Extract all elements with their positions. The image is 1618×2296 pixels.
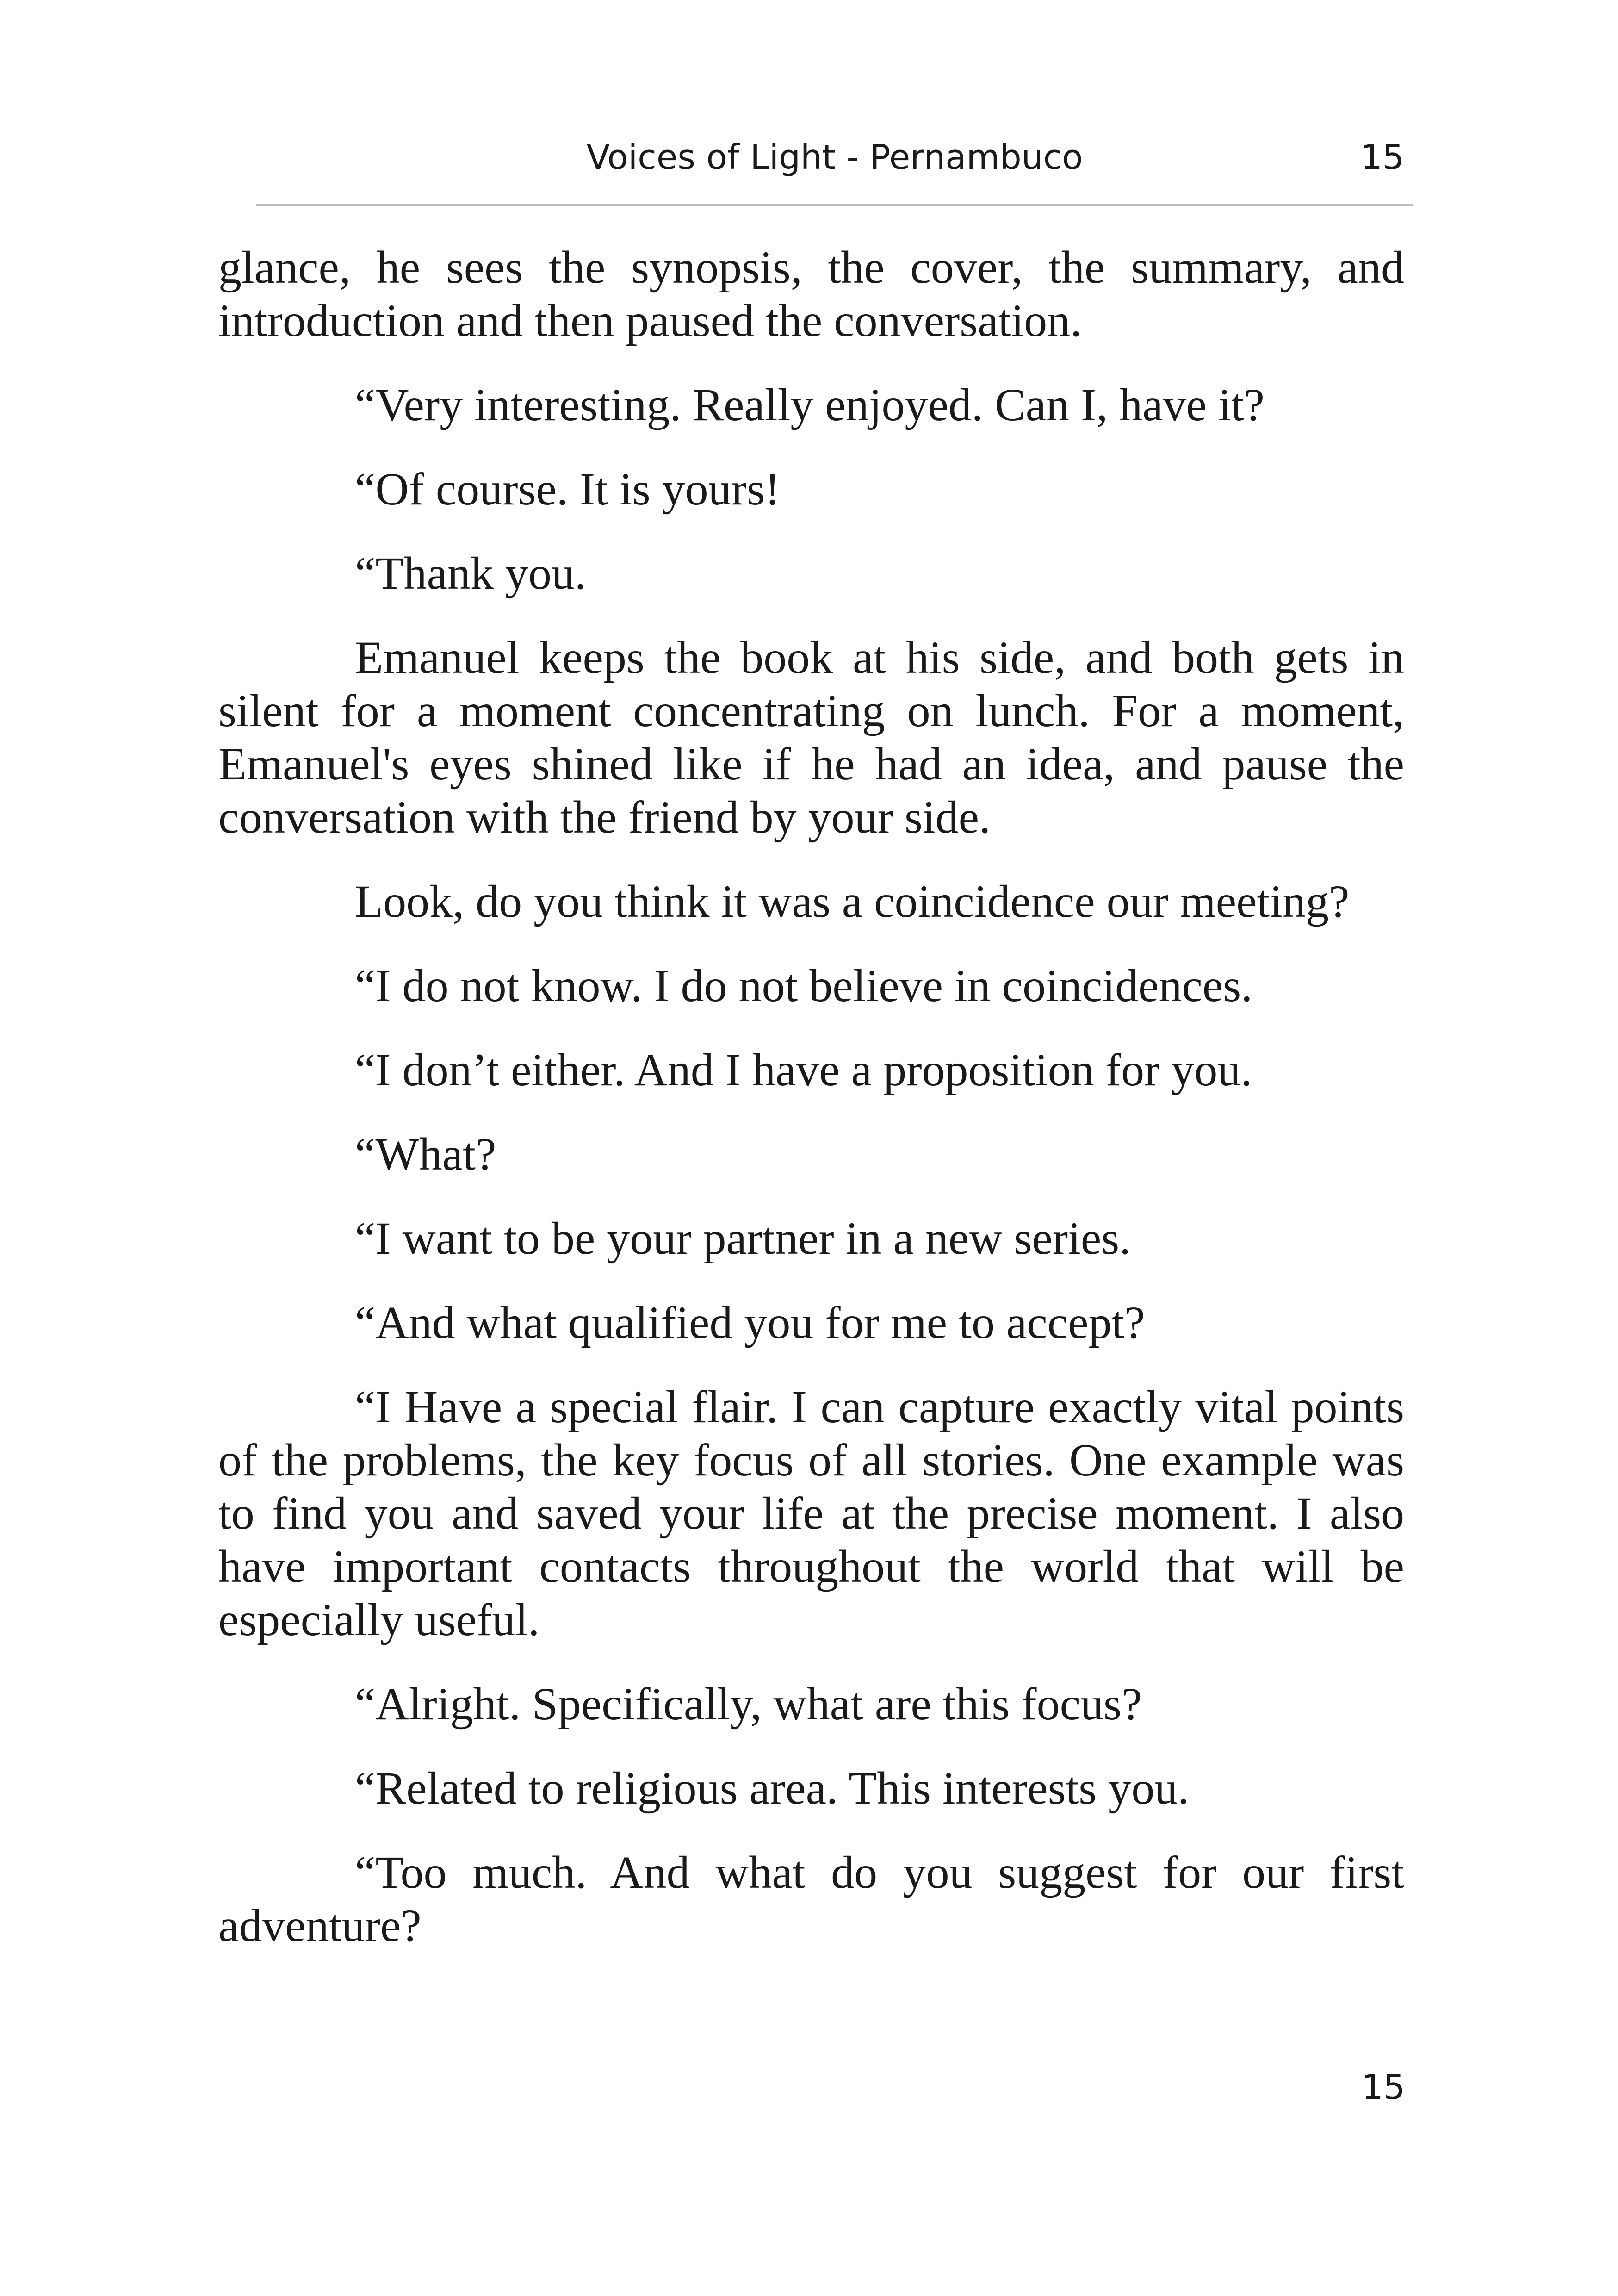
paragraph: “I want to be your partner in a new series. xyxy=(355,1213,1131,1264)
book-title: Voices of Light - Pernambuco xyxy=(586,137,1083,177)
header-page-number: 15 xyxy=(1360,137,1404,177)
paragraph: glance, he sees the synopsis, the cover, the summary, and introduction and then paused the conversation. xyxy=(218,242,1404,346)
paragraph: “Of course. It is yours! xyxy=(355,463,781,515)
page-body xyxy=(218,241,1404,1983)
running-header xyxy=(256,130,1413,206)
paragraph: “Related to religious area. This interests you. xyxy=(355,1762,1190,1814)
paragraph: “And what qualified you for me to accept? xyxy=(355,1297,1145,1348)
paragraph: Emanuel keeps the book at his side, and both gets in silent for a moment concentrating on lunch. For a moment, Emanuel's eyes shined like if he had an idea, and pause the conversation with the friend by your side. xyxy=(218,632,1404,843)
paragraph: “I Have a special flair. I can capture exactly vital points of the problems, the key focus of all stories. One example was to find you and saved your life at the precise moment. I also have important contacts throughout the world that will be especially useful. xyxy=(218,1381,1404,1645)
footer-page-number: 15 xyxy=(1361,2067,1405,2107)
paragraph: “I do not know. I do not believe in coincidences. xyxy=(355,960,1253,1011)
paragraph: “Thank you. xyxy=(355,548,586,599)
paragraph: “Alright. Specifically, what are this focus? xyxy=(355,1678,1142,1730)
paragraph: Look, do you think it was a coincidence our meeting? xyxy=(355,876,1350,927)
paragraph: “I don’t either. And I have a proposition for you. xyxy=(355,1044,1252,1095)
paragraph: “Very interesting. Really enjoyed. Can I, have it? xyxy=(355,379,1265,430)
paragraph: “Too much. And what do you suggest for our first adventure? xyxy=(218,1847,1404,1951)
paragraph: “What? xyxy=(355,1128,496,1180)
